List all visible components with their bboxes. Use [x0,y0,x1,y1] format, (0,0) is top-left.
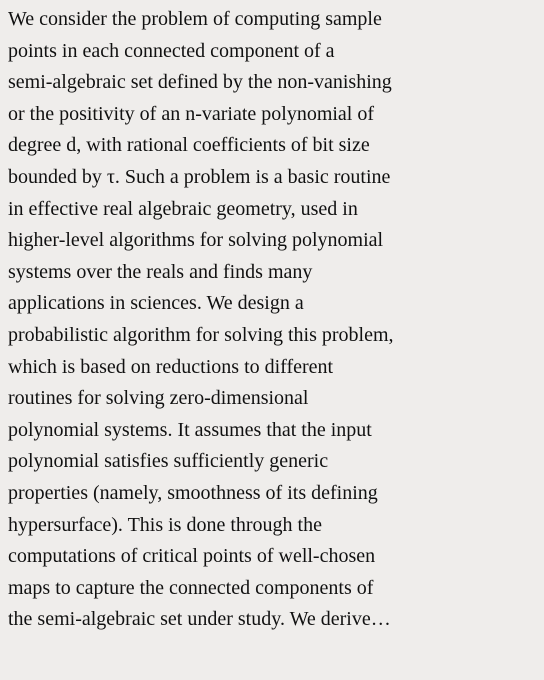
abstract-text [8,4,544,636]
abstract-line: bounded by τ. Such a problem is a basic routine [8,165,391,188]
abstract-line: computations of critical points of well-chosen [8,545,376,568]
abstract-line: or the positivity of an n-variate polynomial of [8,102,375,125]
abstract-line: higher-level algorithms for solving polynomial [8,229,384,252]
abstract-line: semi-algebraic set defined by the non-vanishing [8,71,392,94]
abstract-line: hypersurface). This is done through the [8,513,322,536]
abstract-line: degree d, with rational coefficients of bit size [8,134,370,157]
abstract-line: polynomial satisfies sufficiently generic [8,450,329,473]
abstract-line: We consider the problem of computing sample [8,8,382,30]
abstract-line: in effective real algebraic geometry, used in [8,197,358,220]
abstract-line: which is based on reductions to different [8,355,334,378]
abstract-line: probabilistic algorithm for solving this problem, [8,323,394,346]
abstract-line: properties (namely, smoothness of its defining [8,481,378,504]
abstract-line: routines for solving zero-dimensional [8,387,309,410]
abstract-line: maps to capture the connected components of [8,576,374,599]
abstract-line: applications in sciences. We design a [8,292,304,315]
abstract-line: points in each connected component of a [8,39,335,62]
abstract-line: polynomial systems. It assumes that the input [8,418,372,441]
abstract-line: systems over the reals and finds many [8,260,313,283]
abstract-line: the semi-algebraic set under study. We derive… [8,608,391,631]
